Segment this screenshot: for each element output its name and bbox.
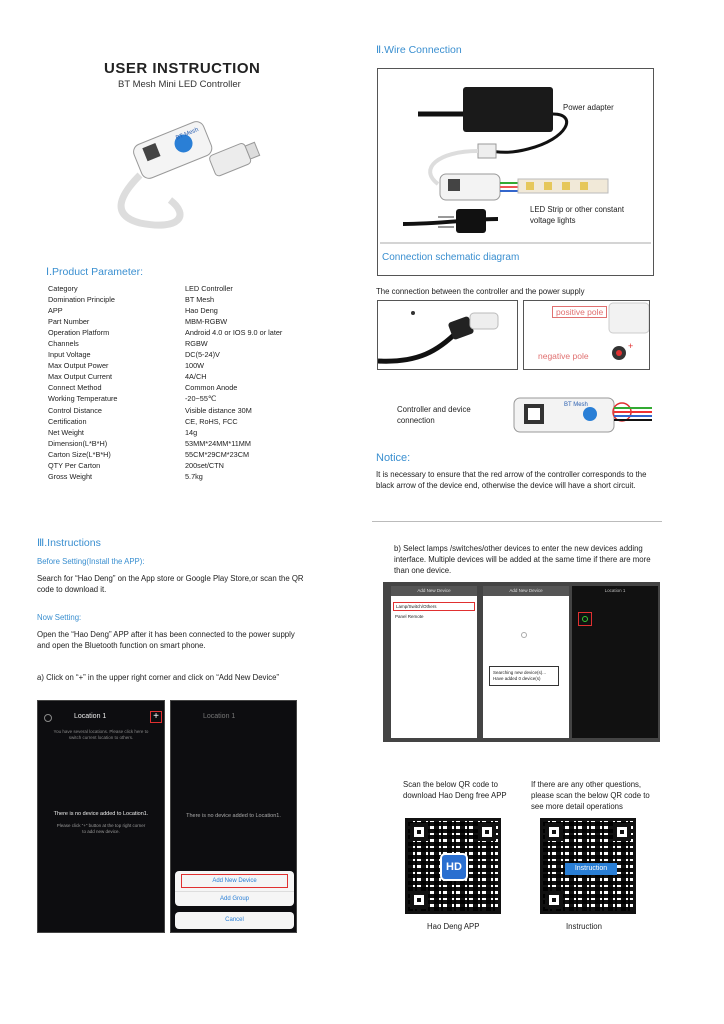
parameter-value: 53MM*24MM*11MM xyxy=(185,438,251,448)
controller-device-photo-label: BT Mesh xyxy=(564,402,588,408)
add-group-button[interactable]: Add Group xyxy=(175,891,294,906)
parameter-key: Dimension(L*B*H) xyxy=(48,438,108,448)
negative-pole-label: negative pole xyxy=(538,351,589,361)
qr-right-caption: Instruction xyxy=(566,922,602,931)
parameter-row xyxy=(48,416,318,427)
controller-image-label: BT Mesh xyxy=(175,127,200,142)
action-sheet xyxy=(175,871,294,906)
parameter-key: Max Output Current xyxy=(48,372,113,382)
parameter-row xyxy=(48,471,318,482)
led-strip-label: LED Strip or other constant voltage lights xyxy=(530,205,625,225)
parameter-row xyxy=(48,327,318,338)
page-title: USER INSTRUCTION xyxy=(104,60,261,77)
b3-header: Location 1 xyxy=(604,588,626,593)
searching-dialog: Searching new device(s)... Have added 0 device(s) xyxy=(489,666,559,686)
location-hint: You have several locations. Please click here to switch current location to others. xyxy=(53,729,149,740)
parameter-key: Operation Platform xyxy=(48,328,110,338)
lamp-switch-item[interactable]: Lamp/Switch/Others xyxy=(393,602,475,611)
controller-product-image xyxy=(100,105,270,235)
click-hint: Please click “+” button at the top right corner to add new device. xyxy=(56,823,146,834)
parameter-key: Part Number xyxy=(48,317,90,327)
parameter-value: Hao Deng xyxy=(185,306,218,316)
hao-deng-logo-icon: HD xyxy=(440,853,468,881)
controller-device-photo xyxy=(512,392,657,438)
parameter-key: Working Temperature xyxy=(48,394,118,404)
parameter-key: Input Voltage xyxy=(48,350,91,360)
connection-text: The connection between the controller and the power supply xyxy=(376,287,585,296)
parameter-key: Gross Weight xyxy=(48,471,93,481)
parameter-row xyxy=(48,305,318,316)
parameter-row xyxy=(48,427,318,438)
parameter-row xyxy=(48,371,318,382)
qr-left-text: Scan the below QR code to download Hao Deng free APP xyxy=(403,780,507,800)
divider xyxy=(372,521,662,522)
parameter-row xyxy=(48,349,318,360)
parameter-value: 14g xyxy=(185,427,198,437)
step-b-text: b) Select lamps /switches/other devices to enter the new devices adding interface. Multiple devices will be added at the same time if there are more than one device. xyxy=(394,544,651,575)
parameter-value: Visible distance 30M xyxy=(185,405,252,415)
notice-heading: Notice: xyxy=(376,452,411,464)
device-tile[interactable] xyxy=(578,612,592,626)
before-setting-heading: Before Setting(Install the APP): xyxy=(37,557,145,566)
phone-screenshot-b2 xyxy=(483,586,569,738)
parameter-table xyxy=(48,283,318,482)
add-new-device-button[interactable]: Add New Device xyxy=(181,874,288,888)
parameter-value: Common Anode xyxy=(185,383,238,393)
instruction-badge: Instruction xyxy=(565,863,617,875)
parameter-row xyxy=(48,294,318,305)
instruction-qr-code[interactable] xyxy=(540,818,636,914)
parameter-value: -20~55℃ xyxy=(185,394,217,404)
parameter-row xyxy=(48,338,318,349)
no-device-text: There is no device added to Location1. xyxy=(53,811,149,817)
location-title[interactable]: Location 1 xyxy=(74,713,107,720)
location-title-dim: Location 1 xyxy=(203,713,236,720)
now-setting-text: Open the “Hao Deng” APP after it has been connected to the power supply and open the Bluetooth function on smart phone. xyxy=(37,630,295,650)
parameter-key: Net Weight xyxy=(48,427,84,437)
power-icon xyxy=(582,616,588,622)
gear-icon[interactable] xyxy=(44,714,52,722)
parameter-key: Domination Principle xyxy=(48,295,115,305)
parameter-value: MBM-RGBW xyxy=(185,317,228,327)
parameter-key: Carton Size(L*B*H) xyxy=(48,449,111,459)
qr-left-caption: Hao Deng APP xyxy=(427,922,480,931)
notice-text: It is necessary to ensure that the red arrow of the controller corresponds to the black arrow of the device end, otherwise the device will have a short circuit. xyxy=(376,470,647,490)
before-setting-text: Search for “Hao Deng” on the App store or Google Play Store,or scan the QR code to download it. xyxy=(37,574,304,594)
positive-pole-label: positive pole xyxy=(552,306,607,318)
no-device-text-dim: There is no device added to Location1. xyxy=(186,813,281,819)
parameter-row xyxy=(48,360,318,371)
phone-screenshot-a2 xyxy=(170,700,297,933)
qr-right-text: If there are any other questions, please scan the below QR code to see more detail operations xyxy=(531,780,650,811)
parameter-value: 200set/CTN xyxy=(185,460,224,470)
spinner-icon xyxy=(521,632,527,638)
parameter-value: 100W xyxy=(185,361,205,371)
step-a-text: a) Click on “+” in the upper right corner and click on “Add New Device” xyxy=(37,673,280,682)
instructions-heading: Ⅲ.Instructions xyxy=(37,537,101,549)
parameter-value: LED Controller xyxy=(185,284,233,293)
wire-connection-heading: Ⅱ.Wire Connection xyxy=(376,44,462,56)
parameter-row xyxy=(48,460,318,471)
parameter-key: Max Output Power xyxy=(48,361,109,371)
parameter-key: Control Distance xyxy=(48,405,102,415)
phone-screenshot-b3 xyxy=(572,586,658,738)
parameter-value: Android 4.0 or IOS 9.0 or later xyxy=(185,328,283,338)
parameter-value: 5.7kg xyxy=(185,471,203,481)
parameter-key: Certification xyxy=(48,416,87,426)
page-subtitle: BT Mesh Mini LED Controller xyxy=(118,79,241,90)
b1-header: Add New Device xyxy=(391,586,477,596)
parameter-key: APP xyxy=(48,306,63,316)
parameter-row xyxy=(48,449,318,460)
parameter-value: BT Mesh xyxy=(185,295,215,305)
phone-screenshot-b1 xyxy=(391,586,477,738)
parameter-key: Channels xyxy=(48,339,79,349)
parameter-row xyxy=(48,438,318,449)
cancel-button[interactable]: Cancel xyxy=(175,912,294,929)
phone-screenshots-b xyxy=(383,582,660,742)
parameter-row xyxy=(48,382,318,393)
parameter-row xyxy=(48,405,318,416)
parameter-key: QTY Per Carton xyxy=(48,460,101,470)
power-jack-photo xyxy=(377,300,518,370)
parameter-row xyxy=(48,283,318,294)
parameter-value: CE, RoHS, FCC xyxy=(185,416,238,426)
parameter-value: 4A/CH xyxy=(185,372,207,382)
app-qr-code[interactable] xyxy=(405,818,501,914)
parameter-value: RGBW xyxy=(185,339,208,349)
product-parameter-heading: Ⅰ.Product Parameter: xyxy=(46,266,144,278)
now-setting-heading: Now Setting: xyxy=(37,613,82,622)
panel-remote-item[interactable]: Panel Remote xyxy=(395,614,424,619)
controller-device-label: Controller and device connection xyxy=(397,405,471,425)
wire-connection-diagram xyxy=(377,68,654,276)
pole-photo xyxy=(523,300,650,370)
parameter-key: Connect Method xyxy=(48,383,102,393)
parameter-key: Category xyxy=(48,284,78,293)
parameter-value: DC(5-24)V xyxy=(185,350,220,360)
parameter-value: 55CM*29CM*23CM xyxy=(185,449,250,459)
b2-header: Add New Device xyxy=(483,586,569,596)
phone-screenshot-a1 xyxy=(37,700,165,933)
power-adapter-label: Power adapter xyxy=(563,103,614,112)
svg-text:+: + xyxy=(628,341,634,351)
parameter-row xyxy=(48,316,318,327)
add-plus-button[interactable]: + xyxy=(150,711,162,723)
parameter-row xyxy=(48,393,318,404)
schematic-caption: Connection schematic diagram xyxy=(382,252,520,263)
